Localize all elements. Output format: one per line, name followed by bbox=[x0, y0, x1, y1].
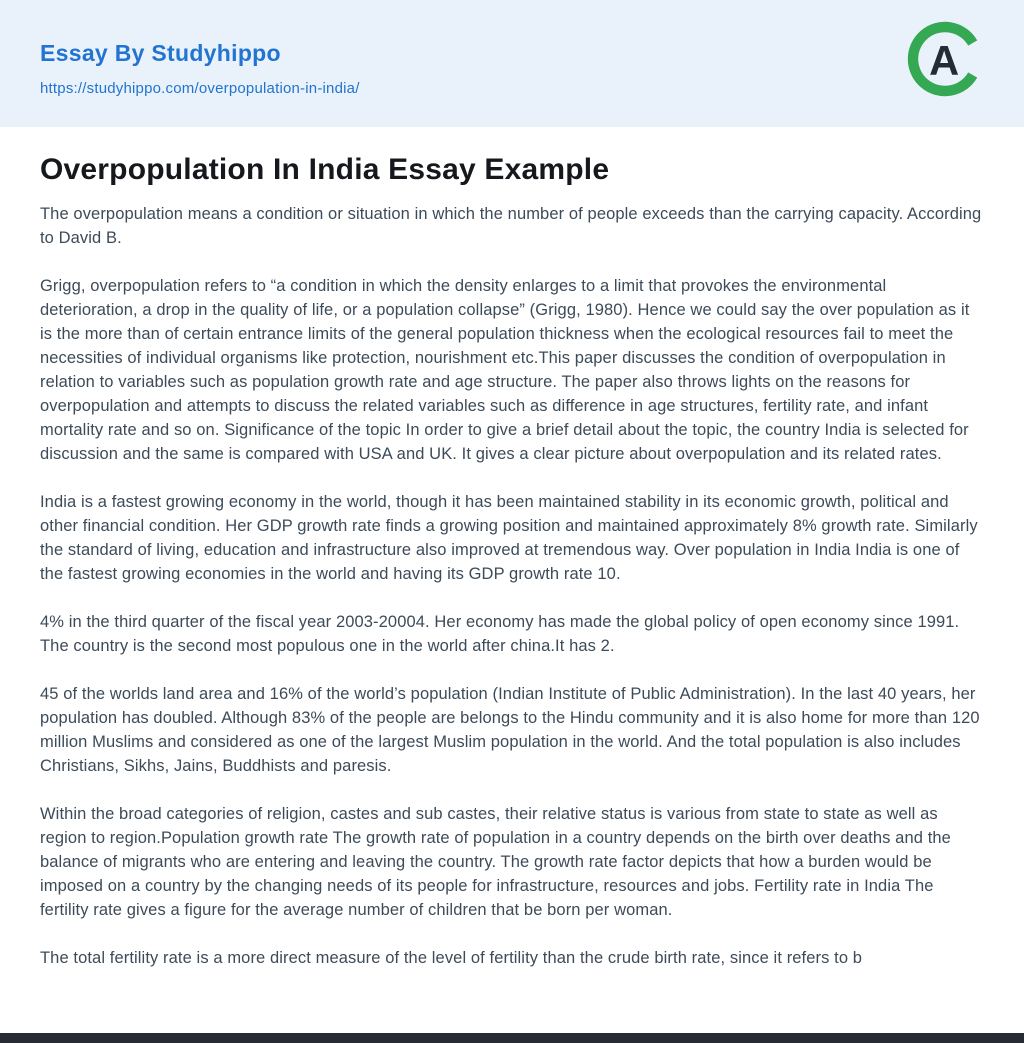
page-url-link[interactable]: https://studyhippo.com/overpopulation-in-india/ bbox=[40, 80, 360, 97]
page-title: Overpopulation In India Essay Example bbox=[40, 153, 610, 186]
essay-paragraph: India is a fastest growing economy in the world, though it has been maintained stability in its economic growth, political and other financial condition. Her GDP growth rate finds a growing position and maintained approximately 8% growth rate. Similarly the standard of living, education and infrastructure also improved at tremendous way. Over population in India India is one of the fastest growing economies in the world and having its GDP growth rate 10. bbox=[40, 493, 978, 583]
essay-body bbox=[40, 202, 984, 970]
site-header bbox=[0, 0, 1024, 127]
studyhippo-logo[interactable] bbox=[905, 19, 985, 99]
essay-paragraph: Within the broad categories of religion, castes and sub castes, their relative status is various from state to state as well as region to region.Population growth rate The growth rate of population in a country depends on the birth over deaths and the balance of migrants who are entering and leaving the country. The growth rate factor depicts that how a burden would be imposed on a country by the changing needs of its people for infrastructure, resources and jobs. Fertility rate in India The fertility rate gives a figure for the average number of children that be born per woman. bbox=[40, 805, 951, 919]
essay-paragraph: 45 of the worlds land area and 16% of the world’s population (Indian Institute of Public Administration). In the last 40 years, her population has doubled. Although 83% of the people are belongs to the Hindu community and it is also home for more than 120 million Muslims and considered as one of the largest Muslim population in the world. And the total population is also includes Christians, Sikhs, Jains, Buddhists and paresis. bbox=[40, 685, 980, 775]
essay-paragraph: The total fertility rate is a more direct measure of the level of fertility than the crude birth rate, since it refers to b bbox=[40, 949, 863, 967]
site-title-link[interactable]: Essay By Studyhippo bbox=[40, 40, 281, 66]
article bbox=[0, 127, 1024, 970]
essay-paragraph: Grigg, overpopulation refers to “a condition in which the density enlarges to a limit that provokes the environmental deterioration, a drop in the quality of life, or a population collapse” (Grigg, 1980). Hence we could say the over population as it is the more than of certain entrance limits of the general population thickness when the ecological resources fail to meet the necessities of individual organisms like protection, nourishment etc.This paper discusses the condition of overpopulation in relation to variables such as population growth rate and age structure. The paper also throws lights on the reasons for overpopulation and attempts to discuss the related variables such as difference in age structures, fertility rate, and infant mortality rate and so on. Significance of the topic In order to give a brief detail about the topic, the country India is selected for discussion and the same is compared with USA and UK. It gives a clear picture about overpopulation and its related rates. bbox=[40, 277, 970, 463]
header-text bbox=[40, 40, 984, 97]
studyhippo-logo-icon bbox=[905, 19, 985, 99]
logo-letter: A bbox=[929, 37, 960, 85]
essay-paragraph: 4% in the third quarter of the fiscal year 2003-20004. Her economy has made the global policy of open economy since 1991. The country is the second most populous one in the world after china.It has 2. bbox=[40, 613, 960, 655]
footer-bar bbox=[0, 1033, 1024, 1043]
essay-paragraph: The overpopulation means a condition or situation in which the number of people exceeds than the carrying capacity. According to David B. bbox=[40, 205, 982, 247]
